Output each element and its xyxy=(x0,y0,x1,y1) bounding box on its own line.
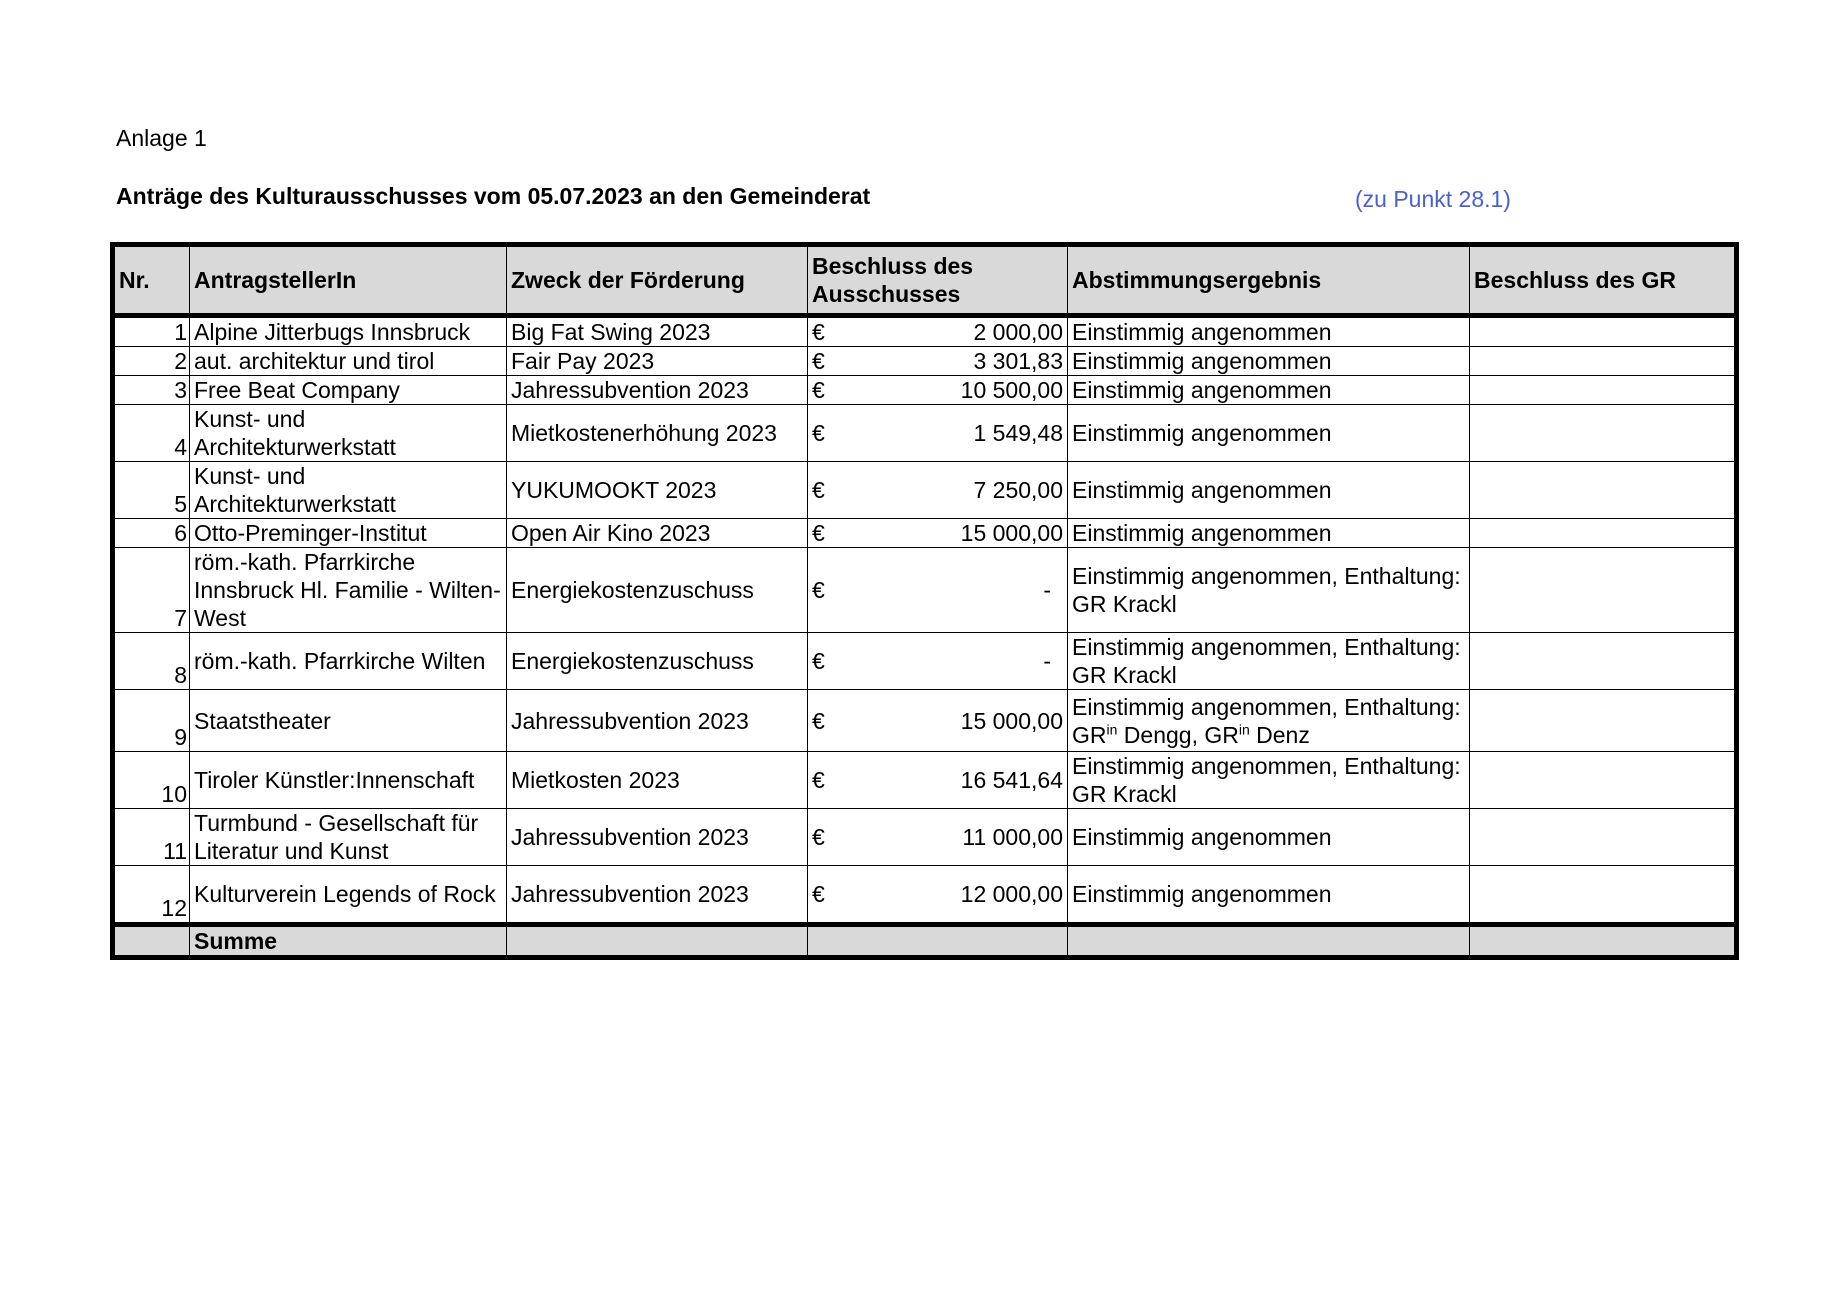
row-gr-decision xyxy=(1470,376,1737,405)
result-title: GR xyxy=(1072,721,1107,748)
row-applicant: Otto-Preminger-Institut xyxy=(190,519,507,548)
row-result: Einstimmig angenommen, Enthaltung: GR Krackl xyxy=(1068,548,1470,633)
row-amount-cell xyxy=(808,752,1068,809)
row-nr: 4 xyxy=(113,405,190,462)
row-applicant: Staatstheater xyxy=(190,690,507,752)
document-title: Anträge des Kulturausschusses vom 05.07.2023 an den Gemeinderat xyxy=(116,183,871,209)
row-applicant: Turmbund - Gesellschaft für Literatur und Kunst xyxy=(190,809,507,866)
row-purpose: Energiekostenzuschuss xyxy=(507,548,808,633)
row-applicant: Kunst- und Architekturwerkstatt xyxy=(190,462,507,519)
currency-symbol: € xyxy=(812,520,825,546)
row-applicant: Free Beat Company xyxy=(190,376,507,405)
currency-symbol: € xyxy=(812,707,825,734)
row-result: Einstimmig angenommen xyxy=(1068,316,1470,347)
header-vote-result: Abstimmungsergebnis xyxy=(1068,245,1470,316)
header-purpose: Zweck der Förderung xyxy=(507,245,808,316)
row-nr: 7 xyxy=(113,548,190,633)
row-applicant: Tiroler Künstler:Innenschaft xyxy=(190,752,507,809)
table-row xyxy=(113,752,1737,809)
table-row xyxy=(113,690,1737,752)
table-row xyxy=(113,519,1737,548)
sum-nr-cell xyxy=(113,925,190,958)
row-result: Einstimmig angenommen xyxy=(1068,405,1470,462)
table-row xyxy=(113,462,1737,519)
row-purpose: Jahressubvention 2023 xyxy=(507,809,808,866)
result-line: Einstimmig angenommen, Enthaltung: xyxy=(1072,693,1461,720)
row-amount: - xyxy=(1043,577,1051,603)
table-row xyxy=(113,633,1737,690)
table-row xyxy=(113,376,1737,405)
result-name: Denz xyxy=(1256,721,1310,748)
sum-amount-cell xyxy=(808,925,1068,958)
row-amount-cell xyxy=(808,316,1068,347)
header-committee-decision: Beschluss des Ausschusses xyxy=(808,245,1068,316)
result-title: GR xyxy=(1204,721,1239,748)
row-result: Einstimmig angenommen xyxy=(1068,866,1470,925)
row-result: Einstimmig angenommen xyxy=(1068,519,1470,548)
row-purpose: Jahressubvention 2023 xyxy=(507,690,808,752)
currency-symbol: € xyxy=(812,477,825,503)
row-amount-cell xyxy=(808,633,1068,690)
table-row xyxy=(113,316,1737,347)
row-amount: 3 301,83 xyxy=(973,348,1063,374)
sum-row xyxy=(113,925,1737,958)
row-gr-decision xyxy=(1470,752,1737,809)
row-amount: - xyxy=(1043,648,1051,674)
row-applicant: Kulturverein Legends of Rock xyxy=(190,866,507,925)
row-purpose: Jahressubvention 2023 xyxy=(507,376,808,405)
row-nr: 3 xyxy=(113,376,190,405)
row-nr: 2 xyxy=(113,347,190,376)
currency-symbol: € xyxy=(812,319,825,345)
currency-symbol: € xyxy=(812,648,825,674)
row-result: Einstimmig angenommen xyxy=(1068,809,1470,866)
row-gr-decision xyxy=(1470,548,1737,633)
row-purpose: Mietkostenerhöhung 2023 xyxy=(507,405,808,462)
row-result: Einstimmig angenommen, Enthaltung: GR Krackl xyxy=(1068,633,1470,690)
row-amount: 16 541,64 xyxy=(960,767,1063,793)
currency-symbol: € xyxy=(812,824,825,850)
row-amount-cell xyxy=(808,548,1068,633)
row-applicant: röm.-kath. Pfarrkirche Wilten xyxy=(190,633,507,690)
row-amount: 10 500,00 xyxy=(960,377,1063,403)
row-gr-decision xyxy=(1470,462,1737,519)
row-gr-decision xyxy=(1470,405,1737,462)
row-gr-decision xyxy=(1470,866,1737,925)
row-nr: 5 xyxy=(113,462,190,519)
row-amount-cell xyxy=(808,866,1068,925)
row-amount: 1 549,48 xyxy=(973,420,1063,446)
sum-gr-cell xyxy=(1470,925,1737,958)
row-result: Einstimmig angenommen xyxy=(1068,376,1470,405)
currency-symbol: € xyxy=(812,767,825,793)
row-nr: 6 xyxy=(113,519,190,548)
row-purpose: Big Fat Swing 2023 xyxy=(507,316,808,347)
row-nr: 8 xyxy=(113,633,190,690)
row-purpose: Jahressubvention 2023 xyxy=(507,866,808,925)
row-amount: 11 000,00 xyxy=(962,824,1063,850)
row-purpose: YUKUMOOKT 2023 xyxy=(507,462,808,519)
row-result xyxy=(1068,690,1470,752)
result-title-suffix: in xyxy=(1106,720,1118,737)
table-header-row xyxy=(113,245,1737,316)
currency-symbol: € xyxy=(812,577,825,603)
row-amount: 7 250,00 xyxy=(973,477,1063,503)
row-amount-cell xyxy=(808,462,1068,519)
result-name: Dengg, xyxy=(1123,721,1198,748)
currency-symbol: € xyxy=(812,377,825,403)
row-applicant: aut. architektur und tirol xyxy=(190,347,507,376)
row-amount-cell xyxy=(808,690,1068,752)
row-amount-cell xyxy=(808,809,1068,866)
row-purpose: Fair Pay 2023 xyxy=(507,347,808,376)
row-purpose: Mietkosten 2023 xyxy=(507,752,808,809)
row-applicant: Alpine Jitterbugs Innsbruck xyxy=(190,316,507,347)
row-result: Einstimmig angenommen xyxy=(1068,462,1470,519)
row-gr-decision xyxy=(1470,519,1737,548)
row-amount: 2 000,00 xyxy=(973,319,1063,345)
header-applicant: AntragstellerIn xyxy=(190,245,507,316)
table-row xyxy=(113,866,1737,925)
row-amount: 15 000,00 xyxy=(960,707,1063,734)
row-result: Einstimmig angenommen xyxy=(1068,347,1470,376)
currency-symbol: € xyxy=(812,420,825,446)
applications-table-wrapper xyxy=(110,242,1734,960)
currency-symbol: € xyxy=(812,881,825,907)
row-purpose: Energiekostenzuschuss xyxy=(507,633,808,690)
header-nr: Nr. xyxy=(113,245,190,316)
row-gr-decision xyxy=(1470,347,1737,376)
row-amount: 15 000,00 xyxy=(960,520,1063,546)
row-gr-decision xyxy=(1470,633,1737,690)
table-row xyxy=(113,347,1737,376)
row-nr: 10 xyxy=(113,752,190,809)
attachment-label: Anlage 1 xyxy=(116,125,207,151)
row-amount-cell xyxy=(808,376,1068,405)
table-row xyxy=(113,809,1737,866)
row-result: Einstimmig angenommen, Enthaltung: GR Krackl xyxy=(1068,752,1470,809)
applications-table xyxy=(110,242,1739,960)
row-gr-decision xyxy=(1470,809,1737,866)
sum-result-cell xyxy=(1068,925,1470,958)
row-gr-decision xyxy=(1470,690,1737,752)
header-gr-decision: Beschluss des GR xyxy=(1470,245,1737,316)
row-nr: 1 xyxy=(113,316,190,347)
row-applicant: röm.-kath. Pfarrkirche Innsbruck Hl. Familie - Wilten-West xyxy=(190,548,507,633)
row-nr: 11 xyxy=(113,809,190,866)
row-nr: 9 xyxy=(113,690,190,752)
row-gr-decision xyxy=(1470,316,1737,347)
row-amount-cell xyxy=(808,519,1068,548)
result-title-suffix: in xyxy=(1238,720,1250,737)
currency-symbol: € xyxy=(812,348,825,374)
row-amount-cell xyxy=(808,347,1068,376)
table-row xyxy=(113,548,1737,633)
row-purpose: Open Air Kino 2023 xyxy=(507,519,808,548)
row-applicant: Kunst- und Architekturwerkstatt xyxy=(190,405,507,462)
row-nr: 12 xyxy=(113,866,190,925)
table-row xyxy=(113,405,1737,462)
sum-purpose-cell xyxy=(507,925,808,958)
row-amount-cell xyxy=(808,405,1068,462)
row-amount: 12 000,00 xyxy=(960,881,1063,907)
agenda-reference: (zu Punkt 28.1) xyxy=(1355,186,1511,212)
sum-label: Summe xyxy=(190,925,507,958)
